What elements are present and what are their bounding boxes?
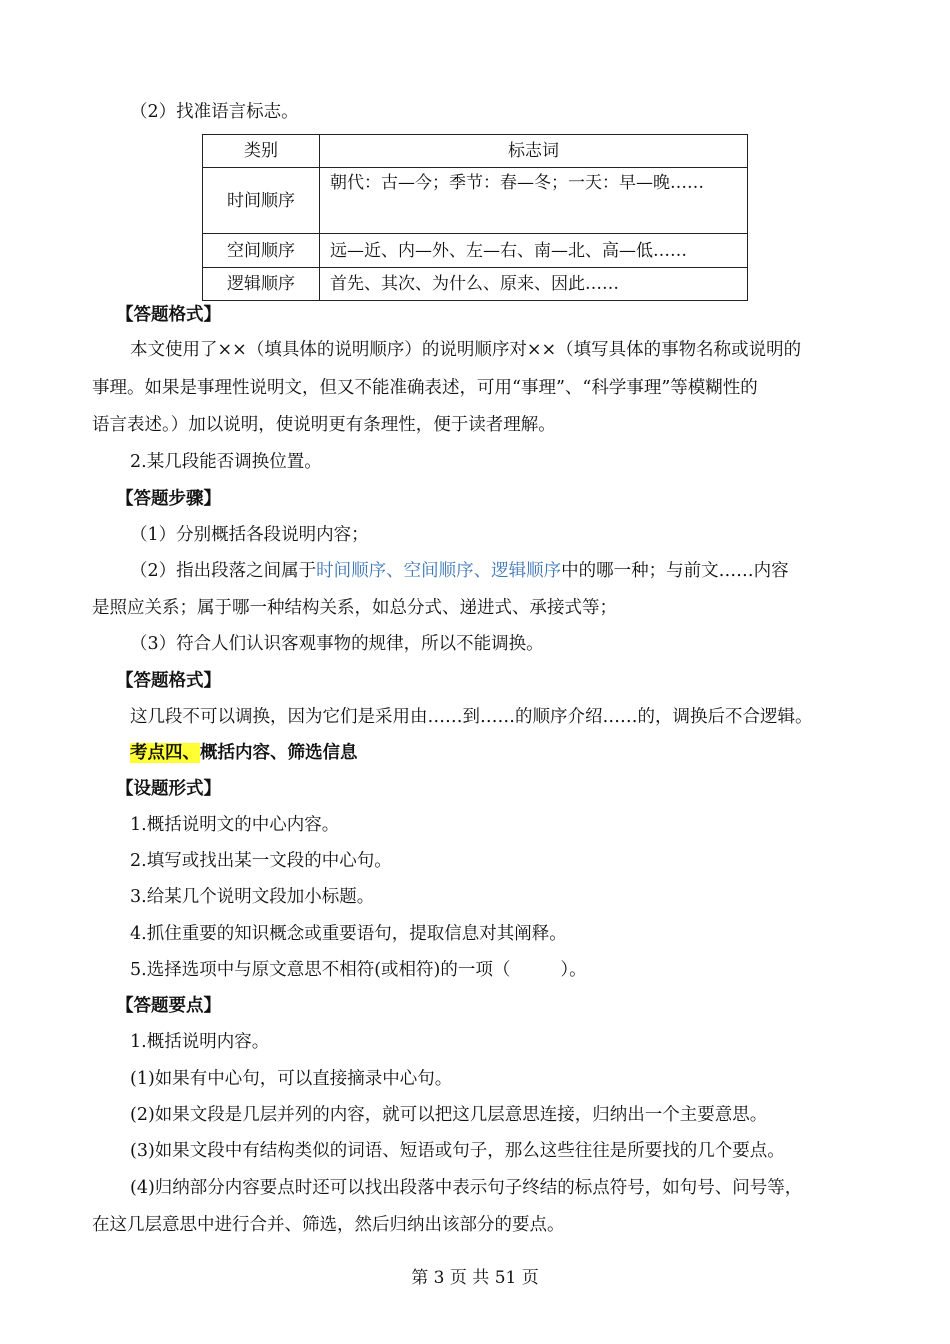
separator: 、 xyxy=(386,561,404,581)
header-category: 类别 xyxy=(203,135,320,168)
section-heading: 【答题格式】 xyxy=(116,305,221,325)
table-row xyxy=(203,268,748,301)
paragraph-line: 事理。如果是事理性说明文，但又不能准确表述，可用“事理”、“科学事理”等模糊性的 xyxy=(92,378,758,398)
table-row xyxy=(203,168,748,234)
row-keywords: 朝代：古—今；季节：春—冬；一天：早—晚…… xyxy=(320,168,748,234)
row-keywords: 首先、其次、为什么、原来、因此…… xyxy=(320,268,748,301)
list-item: (3)如果文段中有结构类似的词语、短语或句子，那么这些往往是所要找的几个要点。 xyxy=(130,1141,785,1161)
list-item-text: ）。 xyxy=(560,960,587,980)
term-time-order: 时间顺序 xyxy=(316,561,387,581)
list-item: (4)归纳部分内容要点时还可以找出段落中表示句子终结的标点符号，如句号、问号等， xyxy=(130,1178,803,1198)
step-line: 是照应关系；属于哪一种结构关系，如总分式、递进式、承接式等； xyxy=(92,598,617,618)
question-title: 2.某几段能否调换位置。 xyxy=(130,452,322,472)
section-heading: 【答题要点】 xyxy=(116,996,221,1016)
step-line: （1）分别概括各段说明内容； xyxy=(130,525,369,545)
step-line xyxy=(130,559,789,583)
step-text: （2）指出段落之间属于 xyxy=(130,561,317,581)
row-keywords: 远—近、内—外、左—右、南—北、高—低…… xyxy=(320,234,748,268)
section-heading: 【设题形式】 xyxy=(116,779,221,799)
key-point-title xyxy=(130,741,358,765)
term-logic-order: 逻辑顺序 xyxy=(491,561,562,581)
term-space-order: 空间顺序 xyxy=(403,561,474,581)
table-row xyxy=(203,234,748,268)
paragraph-line: 语言表述。）加以说明，使说明更有条理性，便于读者理解。 xyxy=(92,415,556,435)
row-category: 空间顺序 xyxy=(203,234,320,268)
header-keywords: 标志词 xyxy=(320,135,748,168)
list-item: 1.概括说明内容。 xyxy=(130,1032,270,1052)
section-heading: 【答题格式】 xyxy=(116,671,221,691)
sub-heading: （2）找准语言标志。 xyxy=(130,102,299,122)
list-item: 在这几层意思中进行合并、筛选，然后归纳出该部分的要点。 xyxy=(92,1215,565,1235)
order-table xyxy=(202,134,748,301)
key-point-number: 考点四、 xyxy=(130,743,200,763)
step-text: 中的哪一种；与前文……内容 xyxy=(561,561,789,581)
list-item-text: 5.选择选项中与原文意思不相符(或相符)的一项（ xyxy=(130,960,511,980)
row-category: 逻辑顺序 xyxy=(203,268,320,301)
list-item: 4.抓住重要的知识概念或重要语句，提取信息对其阐释。 xyxy=(130,924,567,944)
list-item: 2.填写或找出某一文段的中心句。 xyxy=(130,851,392,871)
list-item: (1)如果有中心句，可以直接摘录中心句。 xyxy=(130,1069,453,1089)
separator: 、 xyxy=(473,561,492,581)
list-item: 3.给某几个说明文段加小标题。 xyxy=(130,887,375,907)
table-header-row xyxy=(203,135,748,168)
key-point-name: 概括内容、筛选信息 xyxy=(200,743,358,763)
paragraph-line: 本文使用了××（填具体的说明顺序）的说明顺序对××（填写具体的事物名称或说明的 xyxy=(130,340,802,360)
step-line: （3）符合人们认识客观事物的规律，所以不能调换。 xyxy=(130,634,544,654)
list-item: 1.概括说明文的中心内容。 xyxy=(130,815,340,835)
list-item: (2)如果文段是几层并列的内容，就可以把这几层意思连接，归纳出一个主要意思。 xyxy=(130,1105,768,1125)
section-heading: 【答题步骤】 xyxy=(116,489,221,509)
list-item xyxy=(130,958,587,982)
page-footer: 第 3 页 共 51 页 xyxy=(411,1268,539,1288)
row-category: 时间顺序 xyxy=(203,168,320,234)
paragraph-line: 这几段不可以调换，因为它们是采用由……到……的顺序介绍……的，调换后不合逻辑。 xyxy=(130,707,813,727)
